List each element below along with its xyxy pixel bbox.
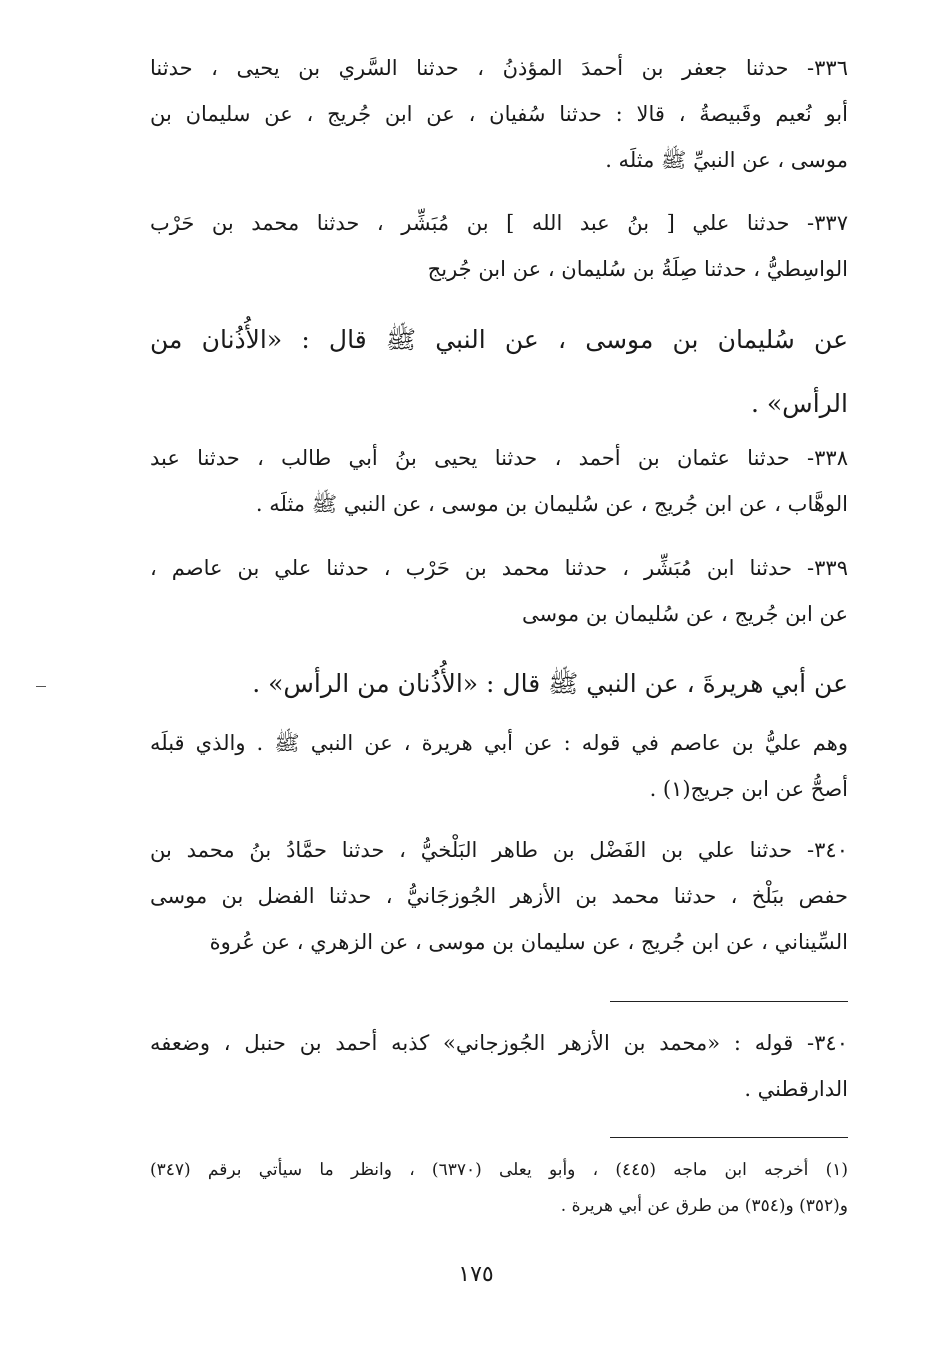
footnote-line: و(٣٥٢) و(٣٥٤) من طرق عن أبي هريرة .: [560, 1196, 848, 1216]
text-line: ٣٤٠- قوله : «محمد بن الأزهر الجُوزجاني» كذبه أحمد بن حنبل ، وضعفه: [150, 1031, 848, 1055]
commentary-separator: [610, 1001, 848, 1002]
hadith-339-note: [150, 720, 848, 812]
text-line: ٣٣٨- حدثنا عثمان بن أحمد ، حدثنا يحيى بنُ أبي طالب ، حدثنا عبد: [150, 446, 848, 470]
footnotes: [150, 1152, 848, 1224]
hadith-337-isnad: [150, 200, 848, 292]
text-line: عن سُليمان بن موسى ، عن النبي ﷺ قال : «الأُذُنان من: [150, 325, 848, 354]
text-line: موسى ، عن النبيِّ ﷺ مثلَه .: [605, 148, 848, 172]
hadith-340: [150, 827, 848, 965]
text-line: عن أبي هريرةَ ، عن النبي ﷺ قال : «الأُذُنان من الرأس» .: [252, 669, 848, 698]
text-line: ٣٣٩- حدثنا ابن مُبَشِّر ، حدثنا محمد بن حَرْب ، حدثنا علي بن عاصم ،: [150, 556, 848, 580]
text-line: ٣٤٠- حدثنا علي بن الفَضْل بن طاهر البَلْخيُّ ، حدثنا حمَّادُ بنُ محمد بن: [150, 838, 848, 862]
footnote-line: (١) أخرجه ابن ماجه (٤٤٥) ، وأبو يعلى (٦٣٧٠) ، وانظر ما سيأتي برقم (٣٤٧): [150, 1160, 848, 1180]
text-line: الواسِطيُّ ، حدثنا صِلَةُ بن سُليمان ، عن ابن جُريج: [427, 257, 848, 281]
text-line: وهم عليُّ بن عاصم في قوله : عن أبي هريرة ، عن النبي ﷺ . والذي قبلَه: [150, 731, 848, 755]
page-number: ١٧٥: [458, 1262, 494, 1287]
hadith-339-matn: [150, 652, 848, 716]
text-line: الدارقطني .: [744, 1077, 848, 1101]
text-line: أصحُّ عن ابن جريج(١) .: [649, 777, 848, 801]
text-line: ٣٣٧- حدثنا علي [ بنُ عبد الله ] بن مُبَشِّر ، حدثنا محمد بن حَرْب: [150, 211, 848, 235]
text-line: عن ابن جُريج ، عن سُليمان بن موسى: [521, 602, 848, 626]
hadith-337-matn: [150, 308, 848, 436]
margin-mark: [36, 686, 46, 687]
text-line: حفص ببَلْخ ، حدثنا محمد بن الأزهر الجُوزجَانيُّ ، حدثنا الفضل بن موسى: [150, 884, 848, 908]
hadith-336: [150, 45, 848, 183]
text-line: أبو نُعيم وقَبيصةُ ، قالا : حدثنا سُفيان ، عن ابن جُريج ، عن سليمان بن: [150, 102, 848, 126]
hadith-339-isnad: [150, 545, 848, 637]
text-line: ٣٣٦- حدثنا جعفر بن أحمدَ المؤذنُ ، حدثنا السَّري بن يحيى ، حدثنا: [150, 56, 848, 80]
text-line: السِّيناني ، عن ابن جُريج ، عن سليمان بن موسى ، عن الزهري ، عن عُروة: [209, 930, 848, 954]
footnote-separator: [610, 1137, 848, 1138]
text-line: الرأس» .: [750, 389, 848, 418]
hadith-338: [150, 435, 848, 527]
commentary: [150, 1020, 848, 1112]
text-line: الوهَّاب ، عن ابن جُريج ، عن سُليمان بن موسى ، عن النبي ﷺ مثلَه .: [255, 492, 848, 516]
